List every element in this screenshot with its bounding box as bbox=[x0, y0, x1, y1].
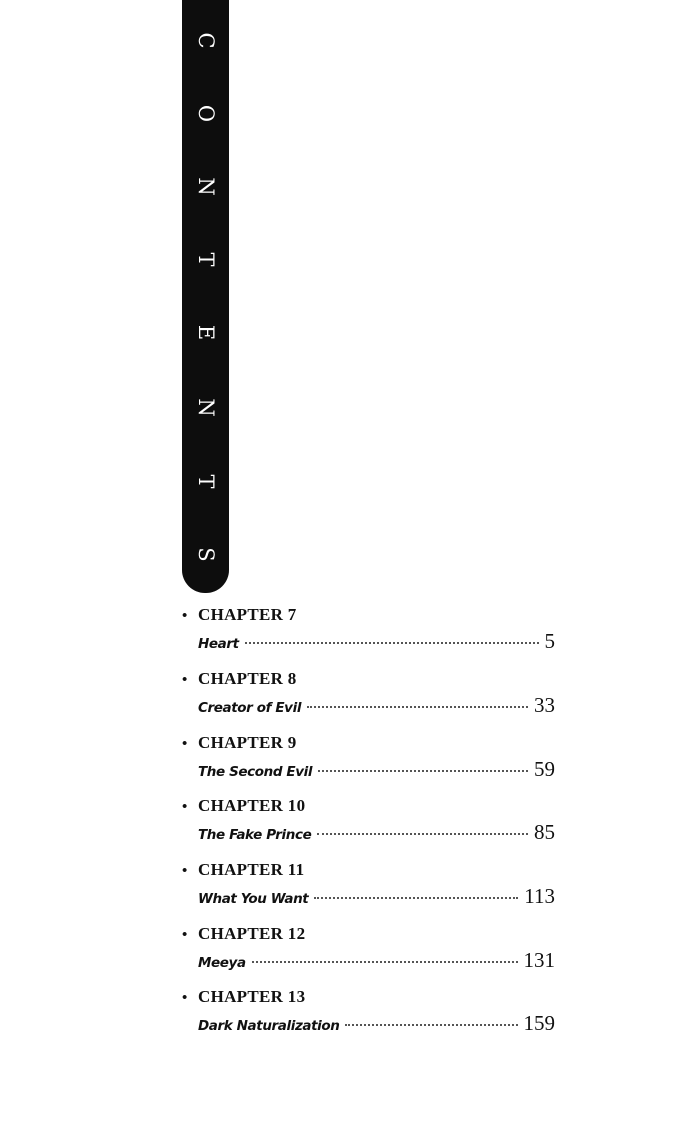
page-number: 33 bbox=[534, 693, 555, 717]
dot-leader bbox=[318, 770, 528, 772]
chapter-title: Meeya bbox=[198, 955, 246, 971]
chapter-label: CHAPTER 13 bbox=[198, 987, 306, 1006]
bullet: • bbox=[182, 736, 188, 752]
chapter-label: CHAPTER 10 bbox=[198, 796, 306, 815]
toc-entry[interactable] bbox=[182, 796, 557, 852]
toc-entry[interactable] bbox=[182, 987, 557, 1043]
page-number: 5 bbox=[544, 629, 555, 653]
bullet: • bbox=[182, 799, 188, 815]
chapter-row bbox=[198, 948, 555, 974]
bullet: • bbox=[182, 672, 188, 688]
chapter-label: CHAPTER 7 bbox=[198, 605, 297, 624]
page-number: 159 bbox=[523, 1011, 555, 1035]
spine-letter: T bbox=[194, 474, 218, 489]
chapter-row bbox=[198, 757, 555, 783]
chapter-row bbox=[198, 820, 555, 846]
chapter-row bbox=[198, 629, 555, 655]
chapter-label: CHAPTER 11 bbox=[198, 860, 305, 879]
dot-leader bbox=[345, 1024, 517, 1026]
spine-letter: N bbox=[194, 177, 218, 196]
toc-entry[interactable] bbox=[182, 605, 557, 661]
chapter-label: CHAPTER 8 bbox=[198, 669, 297, 688]
bullet: • bbox=[182, 608, 188, 624]
chapter-title: The Second Evil bbox=[198, 764, 313, 780]
toc-entry[interactable] bbox=[182, 860, 557, 916]
bullet: • bbox=[182, 927, 188, 943]
chapter-title: The Fake Prince bbox=[198, 827, 312, 843]
chapter-heading bbox=[182, 924, 305, 944]
chapter-row bbox=[198, 1011, 555, 1037]
chapter-title: What You Want bbox=[198, 891, 309, 907]
chapter-title: Dark Naturalization bbox=[198, 1018, 340, 1034]
page-number: 131 bbox=[523, 948, 555, 972]
chapter-row bbox=[198, 884, 555, 910]
page-number: 85 bbox=[534, 820, 555, 844]
dot-leader bbox=[317, 833, 528, 835]
chapter-heading bbox=[182, 987, 305, 1007]
dot-leader bbox=[245, 642, 539, 644]
chapter-title: Creator of Evil bbox=[198, 700, 302, 716]
dot-leader bbox=[307, 706, 528, 708]
bullet: • bbox=[182, 990, 188, 1006]
chapter-row bbox=[198, 693, 555, 719]
spine-letter: S bbox=[194, 547, 218, 562]
bullet: • bbox=[182, 863, 188, 879]
spine-letter: N bbox=[194, 398, 218, 417]
spine-letter: O bbox=[194, 104, 218, 123]
chapter-label: CHAPTER 9 bbox=[198, 733, 297, 752]
toc-entry[interactable] bbox=[182, 924, 557, 980]
spine-letter: C bbox=[194, 32, 218, 49]
contents-spine bbox=[182, 0, 229, 593]
chapter-heading bbox=[182, 669, 297, 689]
dot-leader bbox=[314, 897, 518, 899]
toc-entry[interactable] bbox=[182, 733, 557, 789]
chapter-label: CHAPTER 12 bbox=[198, 924, 306, 943]
chapter-heading bbox=[182, 605, 297, 625]
spine-letter: E bbox=[194, 324, 218, 341]
chapter-heading bbox=[182, 733, 297, 753]
toc-entry[interactable] bbox=[182, 669, 557, 725]
chapter-heading bbox=[182, 860, 304, 880]
dot-leader bbox=[252, 961, 518, 963]
page-number: 113 bbox=[524, 884, 555, 908]
spine-letter: T bbox=[194, 252, 218, 267]
page-number: 59 bbox=[534, 757, 555, 781]
chapter-title: Heart bbox=[198, 636, 239, 652]
chapter-heading bbox=[182, 796, 305, 816]
